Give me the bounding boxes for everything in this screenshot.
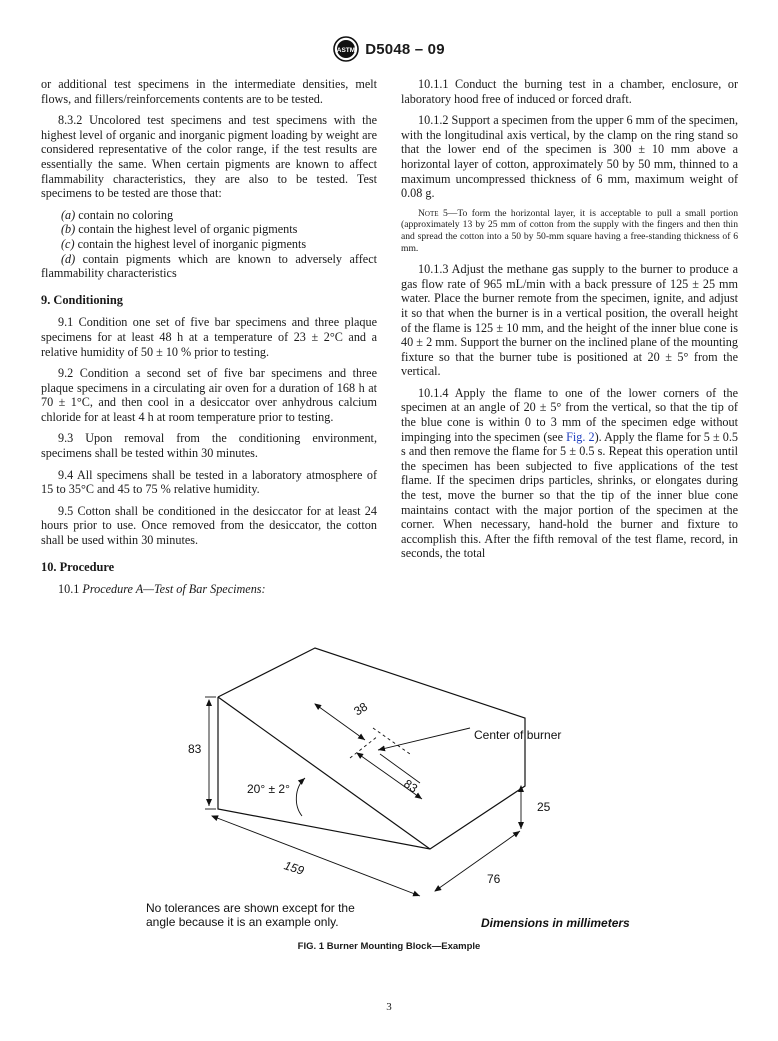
paragraph-10-1 [41,582,377,597]
list-text: contain the highest level of organic pigments [75,222,298,237]
center-of-burner-label: Center of burner [474,728,562,742]
dimension-25: 25 [537,800,551,814]
page-header [0,36,778,67]
note-5 [401,208,738,254]
block-outline [218,648,525,849]
figure-caption: FIG. 1 Burner Mounting Block—Example [297,941,481,952]
burner-block-drawing [0,636,778,966]
list-label: (b) [61,222,76,237]
paragraph-9-3: 9.3 Upon removal from the conditioning environment, specimens shall be tested within 30 minutes. [41,431,377,461]
list-text: contain no coloring [75,207,174,222]
paragraph-number: 10.1 [58,582,80,597]
paragraph-10-1-1: 10.1.1 Conduct the burning test in a chamber, enclosure, or laboratory hood free of induced or forced draft. [401,77,738,106]
list-item-b [41,222,377,237]
figure-2-link[interactable]: Fig. 2 [566,429,595,444]
note-label: Note 5 [418,207,448,219]
list-text: contain pigments which are known to adversely affect flammability characteristics [41,251,377,281]
tolerance-note-line2: angle because it is an example only. [146,915,339,929]
figure-burner-mounting-block [0,636,778,966]
list-item-a [41,208,377,223]
paragraph-8-3-2: 8.3.2 Uncolored test specimens and test specimens with the highest level of organic and inorganic pigment loading by weight are considered representative of the color range, if the test results are essentially the same. When certain pigments are known to affect flammability characteristics, they are also to be tested. Test specimens to be tested are those that: [41,113,377,201]
paragraph-10-1-2: 10.1.2 Support a specimen from the upper 6 mm of the specimen, with the longitudinal axis vertical, by the clamp on the ring stand so that the lower end of the specimen is 300 ± 10 mm above a horizontal layer of cotton, approximately 50 by 50 mm, thinned to a maximum uncompressed thickness of 6 mm, maximum weight of 0.08 g. [401,113,738,201]
section-heading-9: 9. Conditioning [41,292,123,307]
procedure-title: Procedure A—Test of Bar Specimens: [82,582,266,597]
list-text: contain the highest level of inorganic pigments [74,236,307,251]
tolerance-note-line1: No tolerances are shown except for the [146,901,355,915]
list-label: (a) [61,207,76,222]
paragraph-10-1-4 [401,386,738,561]
paragraph-10-1-3: 10.1.3 Adjust the methane gas supply to the burner to produce a gas flow rate of 965 mL/min with a back pressure of 125 ± 25 mm water. Place the burner remote from the specimen, ignite, and adjust it so that when the burner is in a vertical position, the overall height of the flame is 125 ± 10 mm, and the height of the inner blue cone is 40 ± 2 mm. Support the burner on the inclined plane of the mounting fixture so that the burner tube is positioned at 20 ± 5° from the vertical. [401,262,738,379]
paragraph-9-4: 9.4 All specimens shall be tested in a laboratory atmosphere of 15 to 35°C and 45 to 75 % relative humidity. [41,467,377,497]
astm-logo-icon [333,36,359,62]
units-label: Dimensions in millimeters [481,916,630,930]
list-label: (c) [61,236,75,251]
note-text: —To form the horizontal layer, it is acceptable to pull a small portion (approximately 13 by 25 mm of cotton from the supply with the fingers and then thin and spread the cotton into a 50 by 50-mm square having a free-standing thickness of 6 mm. [401,207,738,254]
paragraph-text-a: 10.1.4 Apply the flame to one of the lower corners of the specimen at an angle of 20 ± 5° from the vertical, so that the tip of the blue cone is within 0 to 3 mm of the specimen edge without impinging into the specimen (see [401,385,738,444]
paragraph-9-1: 9.1 Condition one set of five bar specimens and three plaque specimens for at least 48 h at a temperature of 23 ± 2°C and a relative humidity of 50 ± 10 % prior to testing. [41,315,377,359]
angle-label: 20° ± 2° [247,782,290,796]
dimension-38: 38 [351,699,371,719]
right-column [401,77,738,568]
list-item-d [41,252,377,281]
dimension-159: 159 [282,858,306,878]
left-column [41,77,377,604]
section-heading-10: 10. Procedure [41,559,115,574]
page-number: 3 [386,1001,392,1013]
paragraph-9-2: 9.2 Condition a second set of five bar specimens and three plaque specimens in a circulating air oven for a duration of 168 h at 70 ± 1°C, and then cool in a desiccator over anhydrous calcium chloride for at least 4 h at room temperature prior to testing. [41,366,377,424]
list-label: (d) [61,251,76,266]
paragraph-text-b: ). Apply the flame for 5 ± 0.5 s and then remove the flame for 5 ± 0.5 s. Repeat this operation until the specimen has been subjected to five applications of the test flame. If the specimen drips particles, shrinks, or elongates during the test, move the burner so that the tip of the inner blue cone maintains contact with the major portion of the specimen at the corner. When necessary, hand-hold the burner and fixture to accomplish this. After the fifth removal of the test flame, record, in seconds, the total [401,429,738,561]
list-item-c [41,237,377,252]
paragraph-continued: or additional test specimens in the intermediate densities, melt flows, and fillers/reinforcements contents are to be tested. [41,77,377,106]
svg-text:ASTM: ASTM [336,47,356,54]
dimension-76: 76 [487,872,501,886]
dimension-lines [205,697,521,896]
document-id: D5048 – 09 [365,40,445,58]
paragraph-9-5: 9.5 Cotton shall be conditioned in the desiccator for at least 24 hours prior to use. Once removed from the desiccator, the cotton shall be used within 30 minutes. [41,503,377,548]
dimension-83-slant: 83 [401,776,421,796]
dimension-83-vertical: 83 [188,742,202,756]
